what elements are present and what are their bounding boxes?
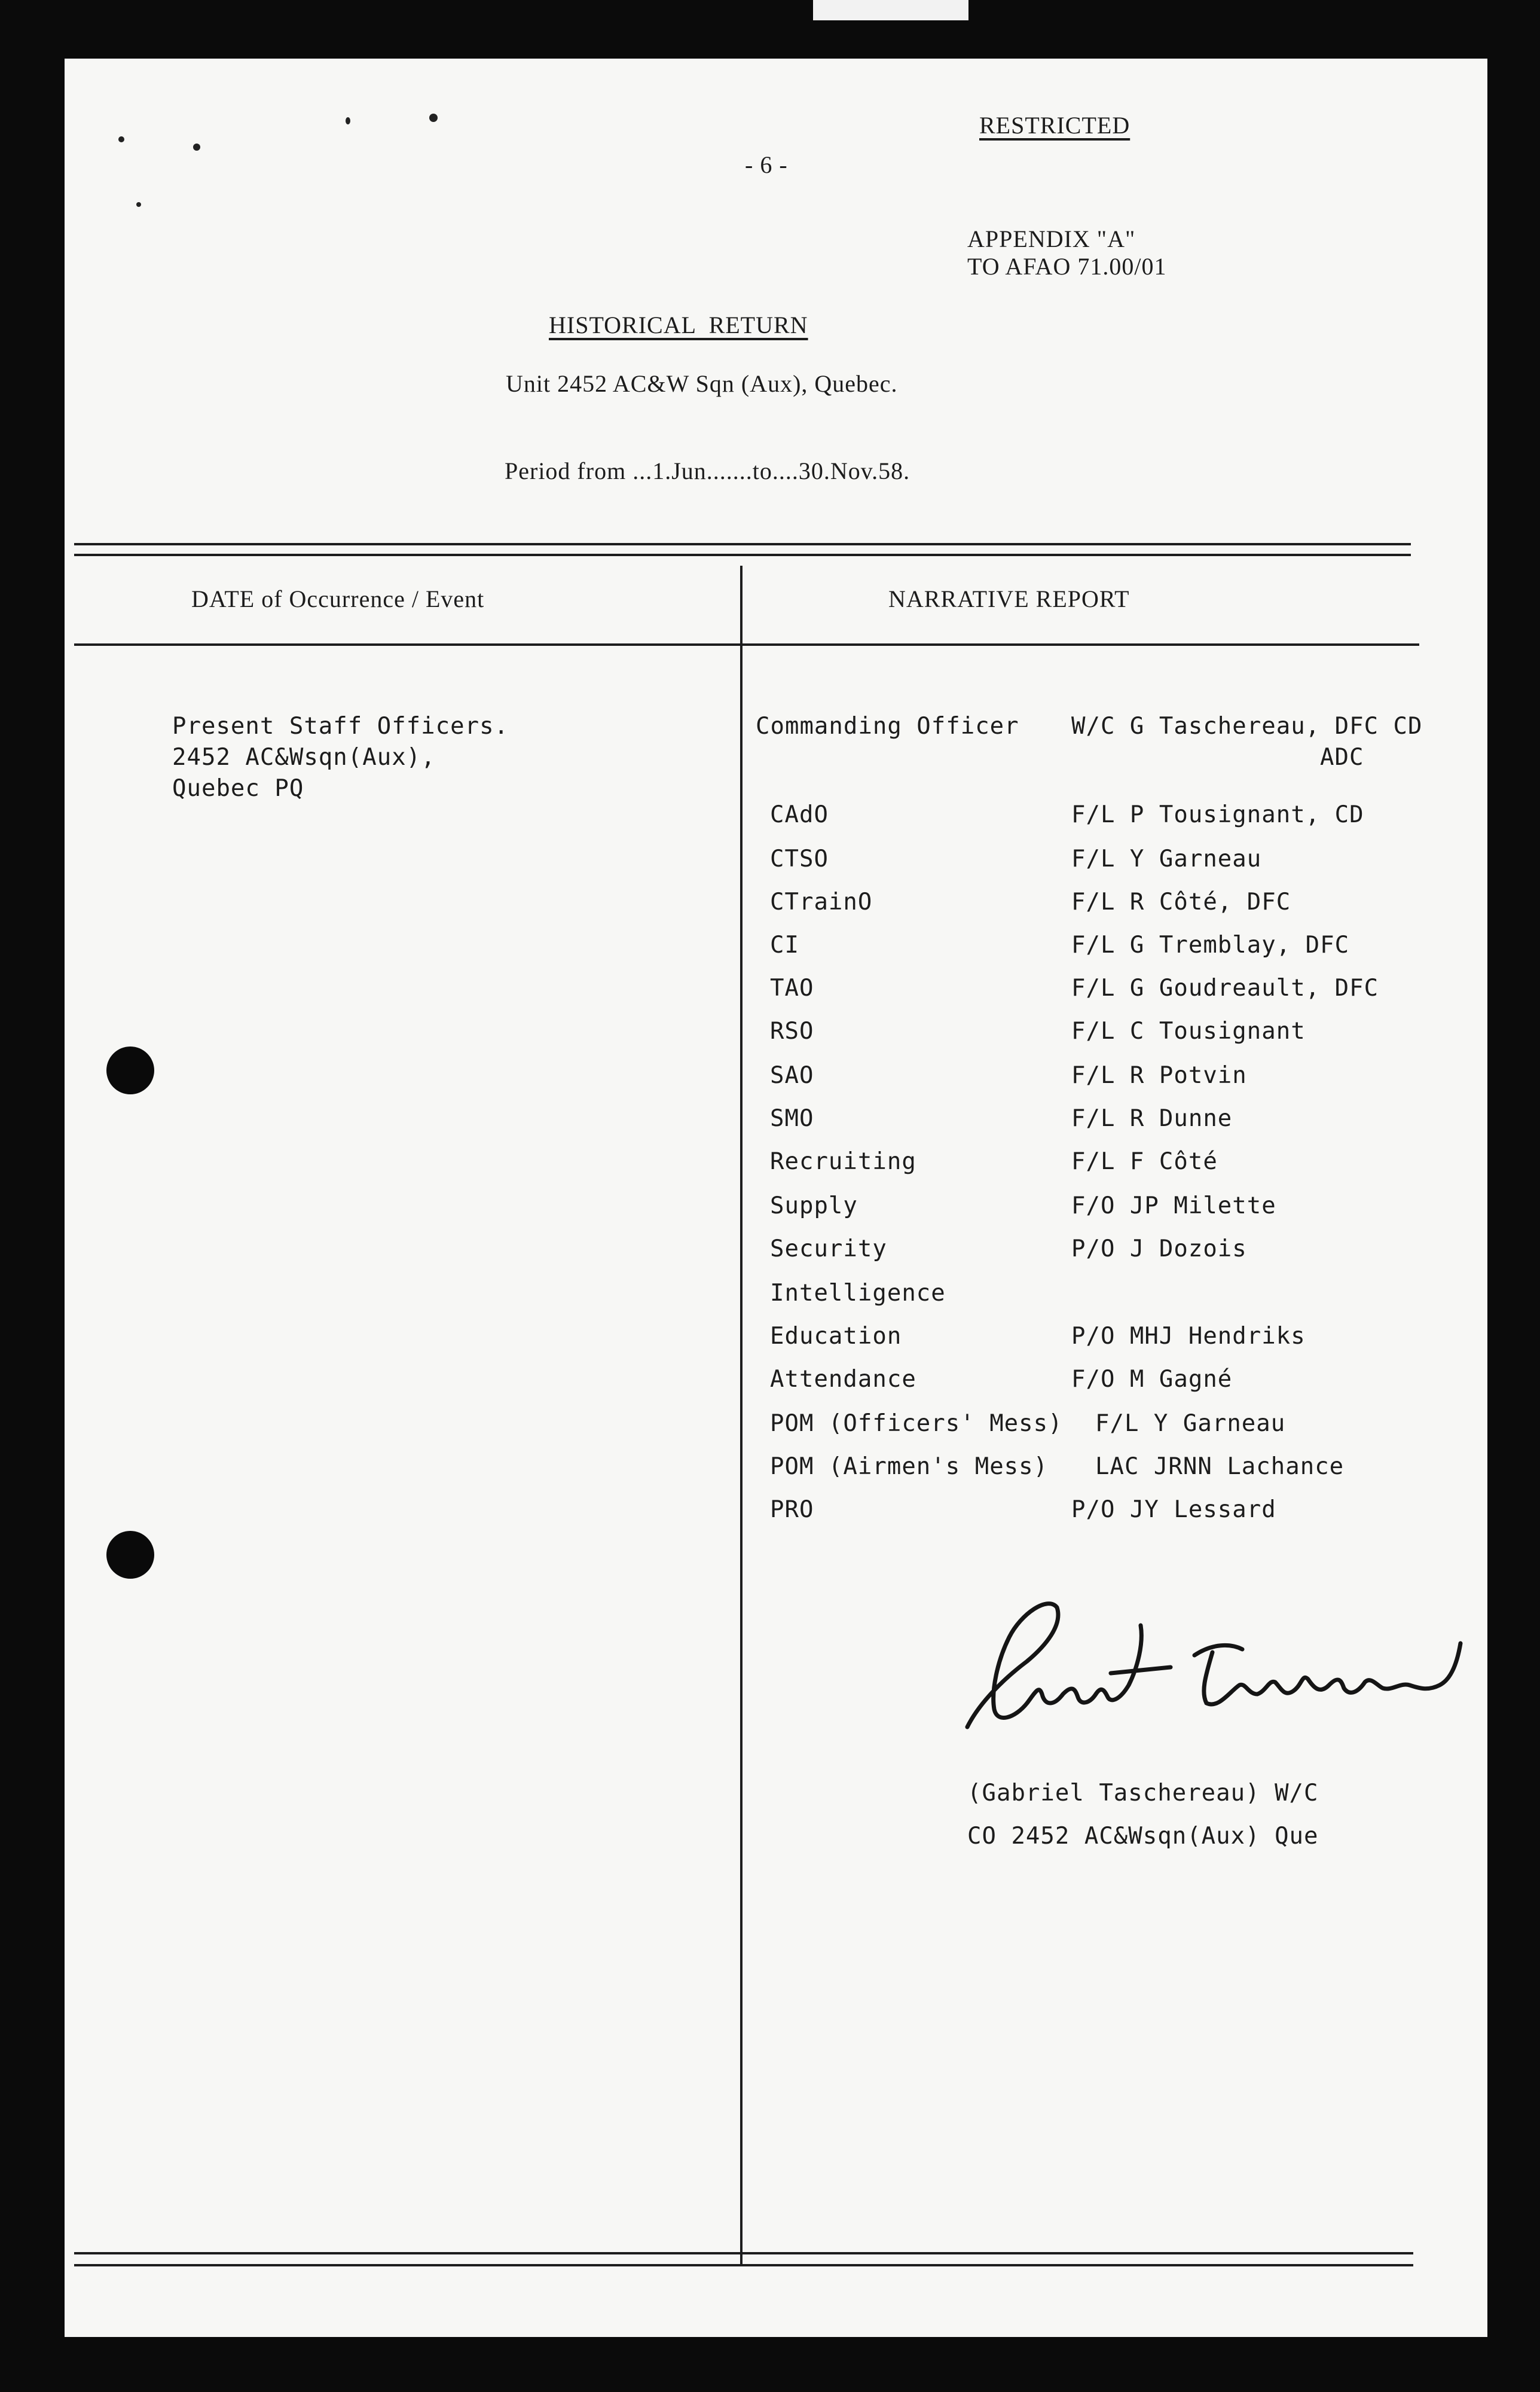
officer-name: F/L R Dunne xyxy=(1071,1105,1233,1132)
event-line-2: 2452 AC&Wsqn(Aux), xyxy=(172,744,436,771)
punch-hole xyxy=(106,1531,154,1579)
officer-name: P/O J Dozois xyxy=(1071,1235,1247,1262)
signatory-name: (Gabriel Taschereau) W/C xyxy=(967,1780,1319,1807)
event-line-3: Quebec PQ xyxy=(172,775,304,802)
page-number: - 6 - xyxy=(745,151,788,178)
officer-name: F/L G Goudreault, DFC xyxy=(1071,975,1379,1002)
officer-co-suffix: ADC xyxy=(1320,744,1364,771)
officer-name: F/O JP Milette xyxy=(1071,1192,1276,1219)
officer-role: Education xyxy=(770,1323,902,1350)
column-header-narrative: NARRATIVE REPORT xyxy=(888,585,1130,612)
table-top-rule xyxy=(74,543,1411,545)
officer-name: F/L P Tousignant, CD xyxy=(1071,801,1364,828)
officer-role: CTSO xyxy=(770,846,829,872)
officer-role: SAO xyxy=(770,1062,814,1089)
signatory-title: CO 2452 AC&Wsqn(Aux) Que xyxy=(967,1823,1319,1850)
officer-role: Security xyxy=(770,1235,887,1262)
officer-name: F/L Y Garneau xyxy=(1095,1410,1286,1437)
officer-name: P/O JY Lessard xyxy=(1071,1496,1276,1523)
handwritten-signature xyxy=(931,1589,1523,1769)
officer-name: F/O M Gagné xyxy=(1071,1366,1233,1393)
scan-speck xyxy=(429,114,438,122)
scan-speck xyxy=(136,202,141,207)
table-column-divider xyxy=(740,566,742,2264)
officer-role: POM (Airmen's Mess) xyxy=(770,1453,1049,1480)
punch-hole xyxy=(106,1046,154,1094)
officer-name: LAC JRNN Lachance xyxy=(1095,1453,1345,1480)
officer-role: Supply xyxy=(770,1192,858,1219)
officer-name: F/L Y Garneau xyxy=(1071,846,1262,872)
table-top-rule-double xyxy=(74,554,1411,556)
officer-name: F/L F Côté xyxy=(1071,1148,1218,1175)
officer-role: TAO xyxy=(770,975,814,1002)
officer-role: CAdO xyxy=(770,801,829,828)
officer-role: POM (Officers' Mess) xyxy=(770,1410,1063,1437)
officer-role: CTrainO xyxy=(770,889,873,916)
officer-name: F/L R Côté, DFC xyxy=(1071,889,1291,916)
event-line-1: Present Staff Officers. xyxy=(172,713,509,740)
column-header-event: DATE of Occurrence / Event xyxy=(191,585,485,612)
officer-name-co: W/C G Taschereau, DFC CD xyxy=(1071,713,1423,740)
table-bottom-rule xyxy=(74,2252,1413,2254)
paper-scrap xyxy=(813,0,968,20)
officer-role: SMO xyxy=(770,1105,814,1132)
officer-role: Intelligence xyxy=(770,1280,946,1307)
officer-role-co: Commanding Officer xyxy=(756,713,1019,740)
officer-name: F/L G Tremblay, DFC xyxy=(1071,932,1350,959)
table-bottom-rule-double xyxy=(74,2264,1413,2266)
appendix-line-2: TO AFAO 71.00/01 xyxy=(967,253,1167,280)
table-header-rule xyxy=(74,643,1419,646)
scan-speck xyxy=(346,117,350,124)
scan-speck xyxy=(118,136,124,142)
officer-role: Recruiting xyxy=(770,1148,916,1175)
officer-name: P/O MHJ Hendriks xyxy=(1071,1323,1306,1350)
unit-line: Unit 2452 AC&W Sqn (Aux), Quebec. xyxy=(506,370,898,397)
officer-role: RSO xyxy=(770,1018,814,1045)
officer-name: F/L R Potvin xyxy=(1071,1062,1247,1089)
officer-role: PRO xyxy=(770,1496,814,1523)
appendix-line-1: APPENDIX "A" xyxy=(967,225,1136,252)
document-page xyxy=(65,59,1487,2337)
period-line: Period from ...1.Jun.......to....30.Nov.58. xyxy=(505,457,910,484)
officer-role: CI xyxy=(770,932,799,959)
document-title: HISTORICAL RETURN xyxy=(549,312,808,338)
officer-role: Attendance xyxy=(770,1366,916,1393)
scan-speck xyxy=(193,144,200,151)
officer-name: F/L C Tousignant xyxy=(1071,1018,1306,1045)
classification-label: RESTRICTED xyxy=(979,112,1130,139)
